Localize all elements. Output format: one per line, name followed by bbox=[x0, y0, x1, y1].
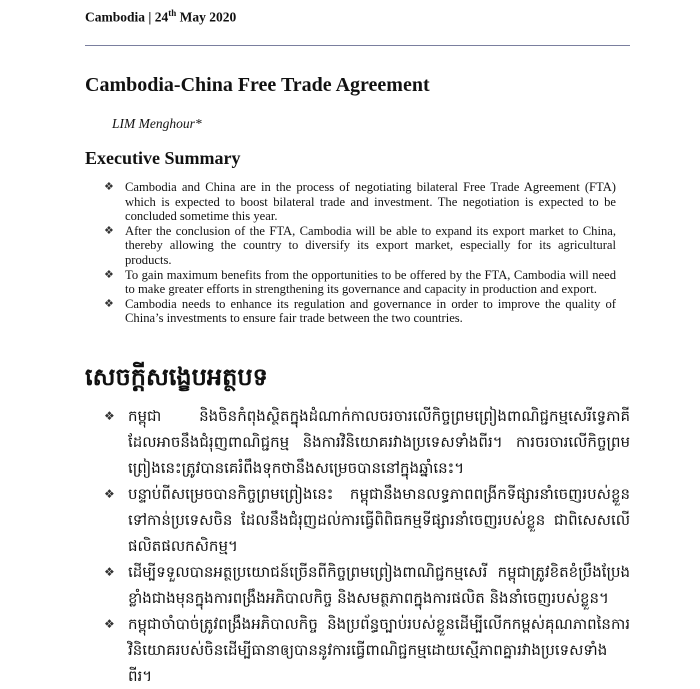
diamond-bullet-icon: ❖ bbox=[104, 181, 114, 193]
list-item bbox=[104, 224, 616, 268]
diamond-bullet-icon: ❖ bbox=[104, 409, 115, 423]
executive-summary-heading: Executive Summary bbox=[85, 148, 241, 168]
diamond-bullet-icon: ❖ bbox=[104, 268, 114, 281]
list-item-text: After the conclusion of the FTA, Cambodia will be able to expand its export market to China, thereby allowing the country to diversify its export market, especially for its agricultural products. bbox=[125, 223, 616, 267]
list-item bbox=[104, 297, 616, 326]
header-date: May 2020 bbox=[176, 9, 237, 25]
list-item bbox=[104, 403, 630, 481]
list-item-text: បន្ទាប់ពីសម្រេចបានកិច្ចព្រមព្រៀងនេះ កម្ពុជានឹងមានលទ្ធភាពពង្រីកទីផ្សារនាំចេញរបស់ខ្លួនទៅកាន់ប្រទេសចិន ដែលនឹងជំរុញដល់ការធ្វើពិពិធកម្មទីផ្សារនាំចេញរបស់ខ្លួន ជាពិសេសលើផលិតផលកសិកម្ម។ bbox=[128, 485, 630, 555]
list-item-text: កម្ពុជា និងចិនកំពុងស្ថិតក្នុងដំណាក់កាលចរចារលើកិច្ចព្រមព្រៀងពាណិជ្ជកម្មសេរីទ្វេភាគី ដែលអាចនឹងជំរុញពាណិជ្ជកម្ម និងការវិនិយោគរវាងប្រទេសទាំងពីរ។ ការចរចារលើកិច្ចព្រមព្រៀងនេះត្រូវបានគេរំពឹងទុកថានឹងសម្រេចបាននៅក្នុងឆ្នាំនេះ។ bbox=[128, 407, 630, 477]
list-item bbox=[104, 611, 630, 689]
list-item bbox=[104, 559, 630, 611]
header-divider bbox=[85, 45, 630, 46]
diamond-bullet-icon: ❖ bbox=[104, 224, 114, 237]
list-item-text: កម្ពុជាចាំបាច់ត្រូវពង្រឹងអភិបាលកិច្ច និងប្រព័ន្ធច្បាប់របស់ខ្លួនដើម្បីលើកកម្ពស់គុណភាពនៃការវិនិយោគរបស់ចិនដើម្បីធានាឲ្យបាននូវការធ្វើពាណិជ្ជកម្មដោយស្មើភាពគ្នារវាងប្រទេសទាំងពីរ។ bbox=[128, 615, 630, 685]
khmer-summary-list bbox=[104, 403, 630, 689]
list-item-text: ដើម្បីទទួលបានអត្ថប្រយោជន៍ច្រើនពីកិច្ចព្រមព្រៀងពាណិជ្ជកម្មសេរី កម្ពុជាត្រូវខិតខំប្រឹងប្រែងខ្លាំងជាងមុនក្នុងការពង្រឹងអភិបាលកិច្ច និងសមត្ថភាពក្នុងការផលិត និងនាំចេញរបស់ខ្លួន។ bbox=[128, 563, 630, 607]
running-header bbox=[85, 8, 236, 26]
author: LIM Menghour* bbox=[112, 116, 202, 131]
list-item bbox=[104, 268, 616, 297]
list-item bbox=[104, 180, 616, 224]
diamond-bullet-icon: ❖ bbox=[104, 297, 114, 310]
list-item-text: Cambodia and China are in the process of negotiating bilateral Free Trade Agreement (FTA) which is expected to boost bilateral trade and investment. The negotiation is expected to be concluded sometime this year. bbox=[125, 180, 616, 224]
document-title: Cambodia-China Free Trade Agreement bbox=[85, 74, 430, 96]
header-date-sup: th bbox=[168, 8, 177, 18]
header-country: Cambodia | 24 bbox=[85, 9, 169, 25]
list-item bbox=[104, 481, 630, 559]
list-item-text: Cambodia needs to enhance its regulation and governance in order to improve the quality of China’s investments to ensure fair trade between the two countries. bbox=[125, 296, 616, 326]
khmer-summary-heading: សេចក្តីសង្ខេបអត្ថបទ bbox=[85, 363, 268, 391]
diamond-bullet-icon: ❖ bbox=[104, 617, 115, 631]
diamond-bullet-icon: ❖ bbox=[104, 565, 115, 579]
executive-summary-list bbox=[104, 180, 616, 326]
list-item-text: To gain maximum benefits from the opportunities to be offered by the FTA, Cambodia will need to make greater efforts in strengthening its governance and capacity in production and export. bbox=[125, 267, 616, 297]
diamond-bullet-icon: ❖ bbox=[104, 487, 115, 501]
